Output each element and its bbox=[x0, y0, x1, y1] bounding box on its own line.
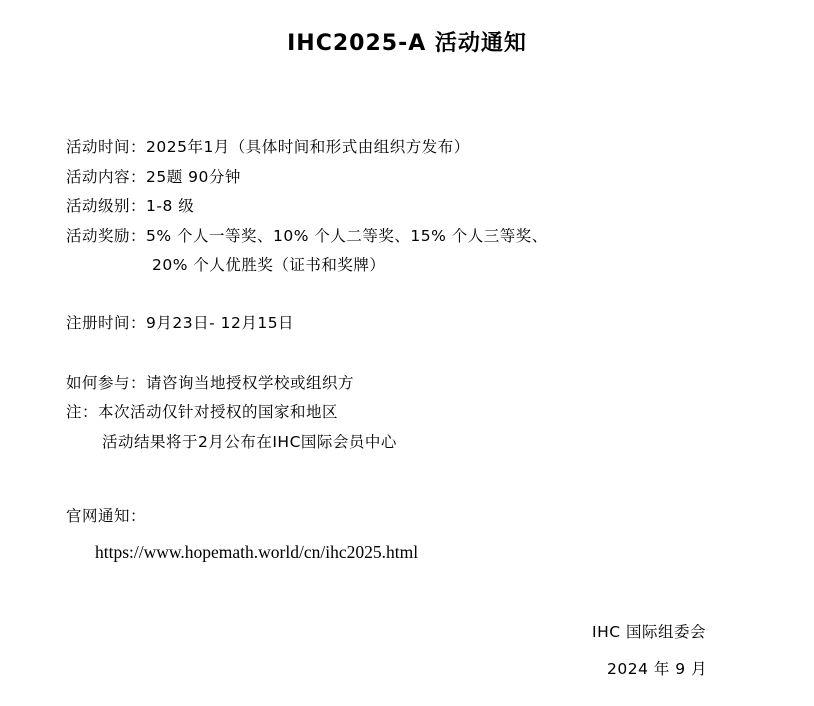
activity-level: 活动级别：1-8 级 bbox=[66, 197, 195, 215]
activity-time: 活动时间：2025年1月（具体时间和形式由组织方发布） bbox=[66, 138, 470, 156]
signature-date: 2024 年 9 月 bbox=[607, 660, 708, 678]
activity-content: 活动内容：25题 90分钟 bbox=[66, 168, 241, 186]
official-notice-label: 官网通知： bbox=[66, 507, 147, 525]
activity-awards-continued: 20% 个人优胜奖（证书和奖牌） bbox=[152, 256, 386, 274]
note: 注：本次活动仅针对授权的国家和地区 bbox=[66, 403, 339, 421]
official-url-link[interactable]: https://www.hopemath.world/cn/ihc2025.html bbox=[95, 542, 419, 562]
page-title: IHC2025-A 活动通知 bbox=[287, 31, 527, 56]
activity-awards: 活动奖励：5% 个人一等奖、10% 个人二等奖、15% 个人三等奖、 bbox=[66, 227, 548, 245]
note-results: 活动结果将于2月公布在IHC国际会员中心 bbox=[102, 433, 397, 451]
registration-time: 注册时间：9月23日- 12月15日 bbox=[66, 314, 295, 332]
organizer-signature: IHC 国际组委会 bbox=[592, 623, 706, 641]
participation-info: 如何参与：请咨询当地授权学校或组织方 bbox=[66, 374, 355, 392]
